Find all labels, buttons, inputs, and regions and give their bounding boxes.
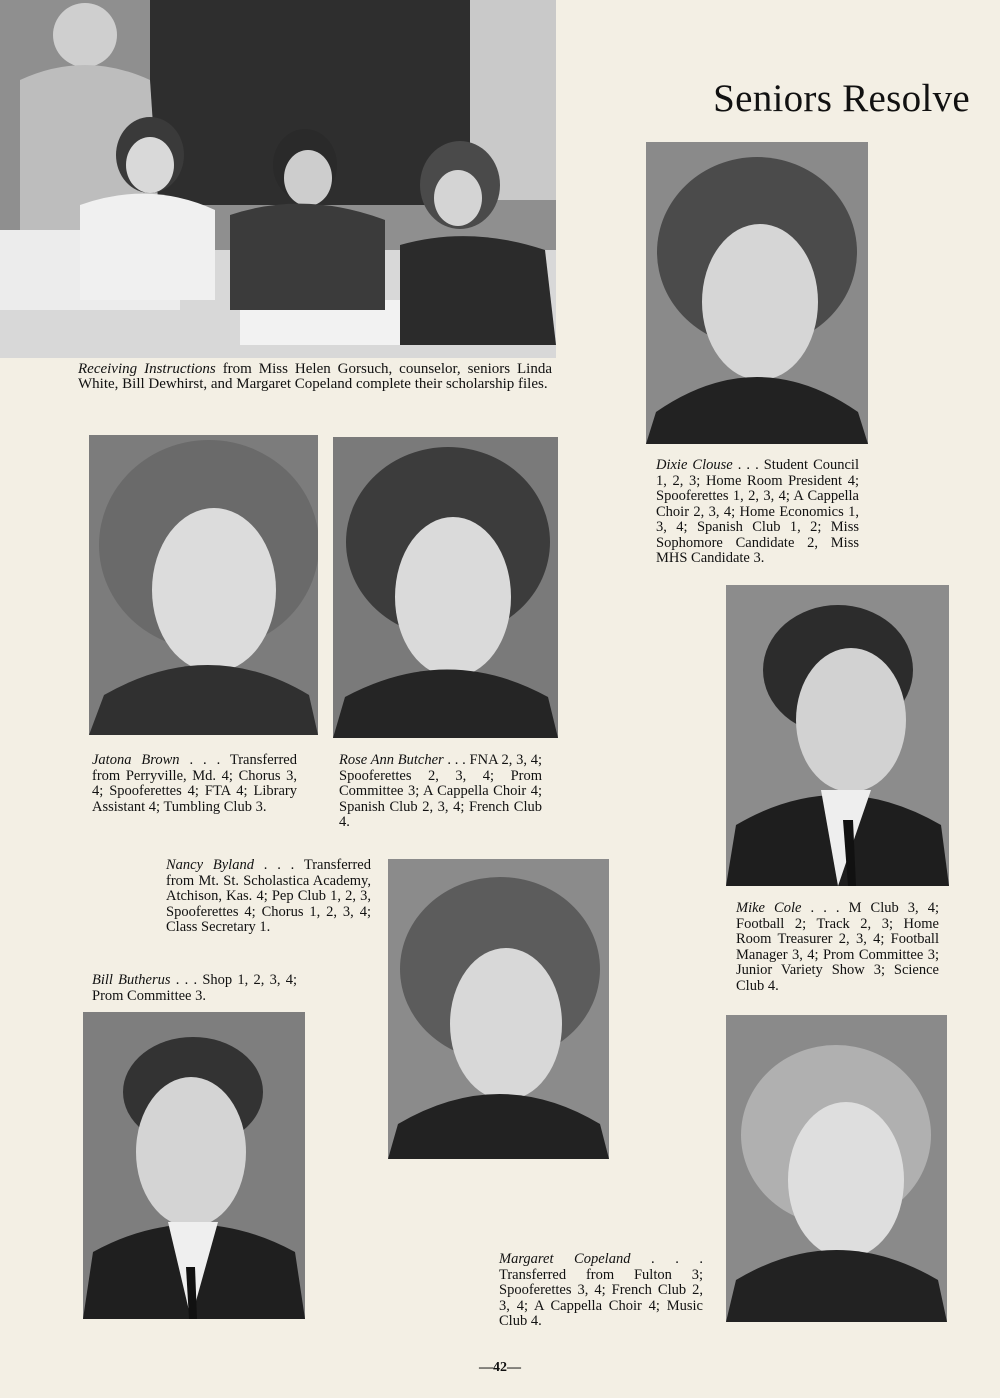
senior-name: Jatona Brown [92, 752, 180, 768]
portrait-jatona-brown [89, 435, 318, 735]
portrait-rose-ann-butcher [333, 437, 558, 738]
separator: . . . [801, 900, 849, 916]
page-title: Seniors Resolve [713, 77, 970, 120]
separator: . . . [732, 457, 764, 473]
group-photo-caption [78, 362, 552, 392]
caption-dixie-clouse [656, 458, 859, 567]
portrait-nancy-byland [388, 859, 609, 1159]
caption-bill-butherus [92, 973, 297, 1004]
senior-activities: Transferred from Perryville, Md. 4; Chorus 3, 4; Spooferettes 4; FTA 4; Library Assistant 4; Tumbling Club 3. [92, 752, 297, 815]
portrait-bill-butherus [83, 1012, 305, 1319]
senior-name: Nancy Byland [166, 857, 254, 873]
caption-jatona-brown [92, 753, 297, 815]
portrait-mike-cole [726, 585, 949, 886]
senior-name: Dixie Clouse [656, 457, 733, 473]
separator: . . . [630, 1251, 704, 1267]
caption-rose-ann-butcher [339, 753, 542, 831]
separator: . . . [170, 972, 203, 988]
separator: . . . [253, 857, 304, 873]
group-photo [0, 0, 556, 358]
senior-activities: Transferred from Mt. St. Scholastica Academy, Atchison, Kas. 4; Pep Club 1, 2, 3, Spooferettes 4; Chorus 1, 2, 3, 4; Class Secretary 1. [166, 857, 371, 935]
senior-activities: Transferred from Fulton 3; Spooferettes 3, 4; French Club 2, 3, 4; A Cappella Choir 4; Music Club 4. [499, 1266, 703, 1329]
caption-text: from Miss Helen Gorsuch, counselor, seniors Linda White, Bill Dewhirst, and Margaret Copeland complete their scholarship files. [78, 361, 552, 392]
senior-name: Rose Ann Butcher [339, 752, 444, 768]
senior-name: Margaret Copeland [499, 1251, 631, 1267]
senior-activities: Student Council 1, 2, 3; Home Room President 4; Spooferettes 1, 2, 3, 4; A Cappella Choir 2, 3, 4; Home Economics 1, 3, 4; Spanish Club 1, 2; Miss Sophomore Candidate 2, Miss MHS Candidate 3. [656, 457, 859, 566]
caption-lead: Receiving Instructions [78, 361, 216, 377]
separator: . . . [443, 752, 470, 768]
caption-nancy-byland [166, 858, 371, 936]
senior-activities: Shop 1, 2, 3, 4; Prom Committee 3. [92, 972, 298, 1004]
senior-activities: M Club 3, 4; Football 2; Track 2, 3; Home Room Treasurer 2, 3, 4; Football Manager 3, 4; Prom Committee 3; Junior Variety Show 3; Science Club 4. [736, 900, 939, 994]
page-number: —42— [479, 1360, 521, 1375]
senior-name: Bill Butherus [92, 972, 171, 988]
portrait-dixie-clouse [646, 142, 868, 444]
caption-mike-cole [736, 901, 939, 994]
senior-name: Mike Cole [736, 900, 802, 916]
senior-activities: FNA 2, 3, 4; Spooferettes 2, 3, 4; Prom Committee 3; A Cappella Choir 4; Spanish Club 2, 3, 4; French Club 4. [339, 752, 542, 830]
caption-margaret-copeland [499, 1252, 703, 1330]
separator: . . . [179, 752, 230, 768]
portrait-margaret-copeland [726, 1015, 947, 1322]
